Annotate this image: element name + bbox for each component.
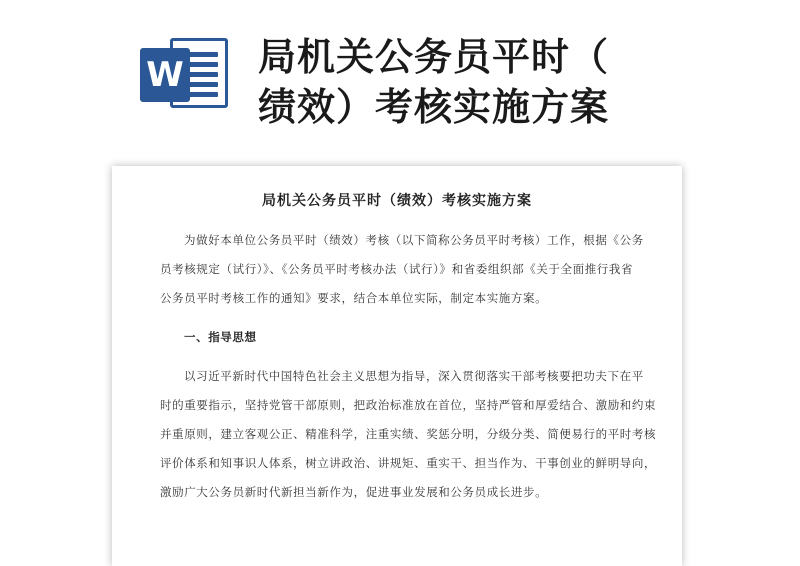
paragraph-line: 以习近平新时代中国特色社会主义思想为指导，深入贯彻落实干部考核要把功夫下在平 (184, 369, 644, 383)
banner (0, 0, 800, 135)
section-paragraph (160, 362, 657, 507)
paragraph-line: 并重原则，建立客观公正、精准科学，注重实绩、奖惩分明，分级分类、简便易行的平时考核 (160, 427, 657, 441)
document-title: 局机关公务员平时（绩效）考核实施方案 (262, 193, 532, 209)
paragraph-line: 员考核规定（试行）》、《公务员平时考核办法（试行）》和省委组织部《关于全面推行我省 (160, 262, 634, 276)
banner-title (258, 32, 678, 132)
paragraph-line: 激励广大公务员新时代新担当新作为，促进事业发展和公务员成长进步。 (160, 485, 548, 499)
banner-title-line: 局机关公务员平时（ (258, 35, 610, 79)
section-heading: 一、指导思想 (184, 330, 257, 344)
paragraph-line: 评价体系和知事识人体系，树立讲政治、讲规矩、重实干、担当作为、干事创业的鲜明导向， (160, 456, 657, 470)
banner-title-line: 绩效）考核实施方案 (258, 85, 610, 129)
paragraph-line: 时的重要指示，坚持党管干部原则，把政治标准放在首位，坚持严管和厚爱结合、激励和约束 (160, 398, 657, 412)
intro-paragraph (160, 226, 650, 313)
word-icon (140, 34, 232, 114)
paragraph-line: 为做好本单位公务员平时（绩效）考核（以下简称公务员平时考核）工作，根据《公务 (184, 233, 644, 247)
word-icon-letter: W (140, 48, 190, 102)
document-page (112, 166, 682, 566)
paragraph-line: 公务员平时考核工作的通知》要求，结合本单位实际，制定本实施方案。 (160, 291, 548, 305)
